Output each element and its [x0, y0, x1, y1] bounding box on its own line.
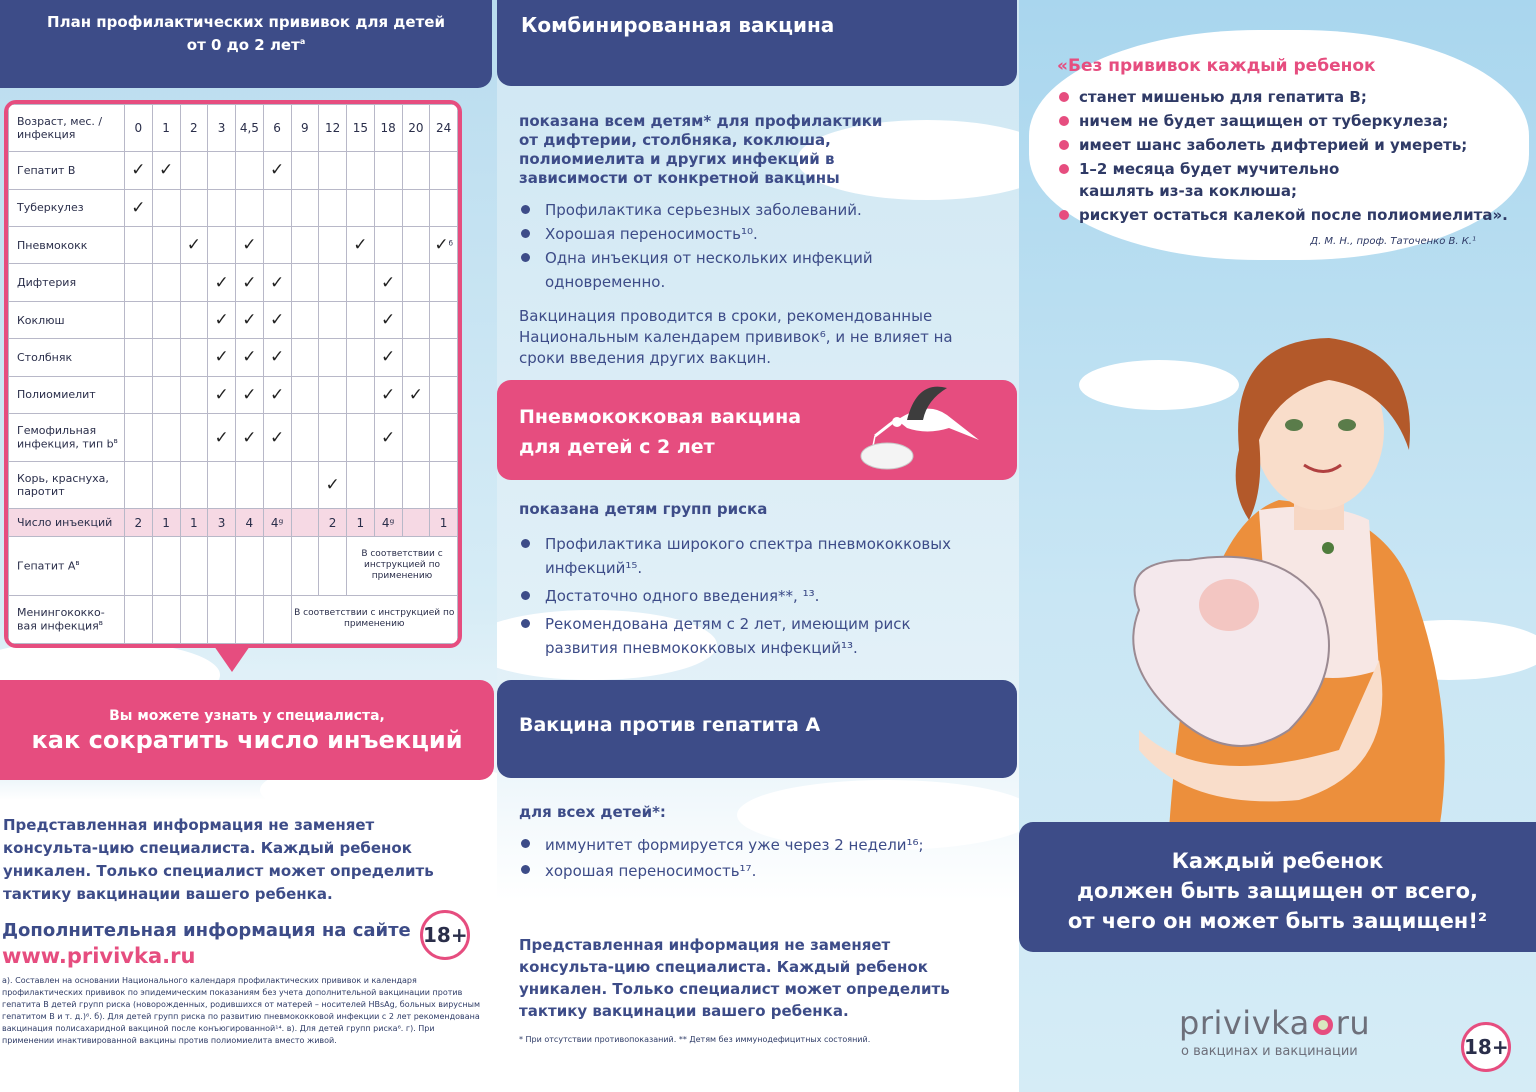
empty-cell — [291, 462, 319, 509]
left-panel — [0, 0, 497, 1092]
count-cell: 4ᵍ — [374, 509, 402, 537]
check-icon: ✓ — [263, 376, 291, 413]
check-icon: ✓ — [236, 376, 264, 413]
age-badge-right: 18+ — [1461, 1022, 1511, 1072]
empty-cell — [180, 414, 208, 462]
check-icon: ✓ — [236, 301, 264, 338]
check-icon: ✓ — [125, 152, 153, 189]
check-icon: ✓ — [347, 226, 375, 263]
empty-cell — [125, 462, 153, 509]
quote-item: ничем не будет защищен от туберкулеза; — [1059, 110, 1509, 132]
empty-cell — [319, 376, 347, 413]
age-header: 2 — [180, 105, 208, 152]
table-row — [9, 189, 458, 226]
logo-left: privivka — [1179, 1004, 1310, 1042]
empty-cell — [430, 189, 458, 226]
logo-ring-icon — [1313, 1015, 1333, 1035]
table-row — [9, 376, 458, 413]
hepa-row-note: В соответствии с инструкцией по применению — [347, 537, 458, 596]
hepa-header — [497, 680, 1017, 778]
age-badge-left: 18+ — [420, 910, 470, 960]
promo-big: как сократить число инъекций — [31, 726, 463, 754]
count-label: Число инъекций — [9, 509, 125, 537]
empty-cell — [291, 301, 319, 338]
table-row — [9, 152, 458, 189]
empty-cell — [236, 189, 264, 226]
empty-cell — [291, 226, 319, 263]
quote-list — [1059, 86, 1509, 226]
mening-row — [9, 595, 458, 643]
empty-cell — [319, 537, 347, 596]
check-icon: ✓$^б$ — [430, 226, 458, 263]
privivka-logo — [1179, 1004, 1370, 1042]
empty-cell — [430, 376, 458, 413]
empty-cell — [374, 189, 402, 226]
empty-cell — [125, 414, 153, 462]
empty-cell — [208, 595, 236, 643]
empty-cell — [402, 301, 430, 338]
check-icon: ✓ — [236, 264, 264, 301]
count-cell: 4ᵍ — [263, 509, 291, 537]
combo-title: Комбинированная вакцина — [521, 13, 835, 37]
empty-cell — [236, 595, 264, 643]
schedule-title-line2: от 0 до 2 лет — [186, 36, 300, 54]
empty-cell — [430, 264, 458, 301]
hepa-bullet: иммунитет формируется уже через 2 недели¹⁶; — [519, 832, 959, 858]
empty-cell — [152, 189, 180, 226]
quote-title: «Без прививок каждый ребенок — [1057, 56, 1376, 76]
count-cell: 2 — [319, 509, 347, 537]
age-header: 20 — [402, 105, 430, 152]
quote-item: 1–2 месяца будет мучительно кашлять из-за коклюша; — [1059, 158, 1419, 202]
check-icon: ✓ — [208, 376, 236, 413]
empty-cell — [347, 462, 375, 509]
hepa-row — [9, 537, 458, 596]
empty-cell — [347, 414, 375, 462]
empty-cell — [208, 152, 236, 189]
empty-cell — [430, 152, 458, 189]
schedule-title-sup: а — [299, 37, 306, 46]
empty-cell — [180, 264, 208, 301]
empty-cell — [374, 226, 402, 263]
count-cell — [291, 509, 319, 537]
empty-cell — [402, 462, 430, 509]
empty-cell — [291, 376, 319, 413]
empty-cell — [236, 537, 264, 596]
combo-note: Вакцинация проводится в сроки, рекомендованные Национальным календарем прививок⁶, и не влияет на сроки введения других вакцин. — [519, 307, 953, 367]
slogan-line2: должен быть защищен от всего, — [1077, 879, 1478, 903]
empty-cell — [152, 339, 180, 376]
age-header: 15 — [347, 105, 375, 152]
combo-lead: показана всем детям* для профилактики от дифтерии, столбняка, коклюша, полиомиелита и других инфекций в зависимости от конкретной вакцины — [519, 112, 883, 187]
hepa-title: Вакцина против гепатита А — [519, 714, 821, 736]
count-cell: 1 — [152, 509, 180, 537]
empty-cell — [263, 226, 291, 263]
empty-cell — [125, 264, 153, 301]
empty-cell — [402, 152, 430, 189]
empty-cell — [347, 301, 375, 338]
empty-cell — [180, 339, 208, 376]
count-cell: 4 — [236, 509, 264, 537]
infection-label: Дифтерия — [9, 264, 125, 301]
left-disclaimer: Представленная информация не заменяет консульта-цию специалиста. Каждый ребенок уникален. Только специалист может определить тактику вакцинации вашего ребенка. — [3, 816, 434, 903]
empty-cell — [319, 152, 347, 189]
check-icon: ✓ — [125, 189, 153, 226]
empty-cell — [374, 462, 402, 509]
combo-bullet: Одна инъекция от нескольких инфекций одновременно. — [519, 246, 899, 294]
check-icon: ✓ — [236, 339, 264, 376]
table-row — [9, 339, 458, 376]
empty-cell — [152, 537, 180, 596]
empty-cell — [402, 189, 430, 226]
age-header: 24 — [430, 105, 458, 152]
schedule-header — [0, 0, 492, 88]
table-arrow — [214, 646, 250, 672]
empty-cell — [319, 189, 347, 226]
empty-cell — [152, 376, 180, 413]
empty-cell — [125, 376, 153, 413]
age-header: 1 — [152, 105, 180, 152]
empty-cell — [402, 414, 430, 462]
check-icon: ✓ — [402, 376, 430, 413]
empty-cell — [347, 189, 375, 226]
age-header: 6 — [263, 105, 291, 152]
promo-banner — [0, 680, 494, 780]
empty-cell — [208, 537, 236, 596]
empty-cell — [402, 264, 430, 301]
check-icon: ✓ — [208, 414, 236, 462]
empty-cell — [347, 376, 375, 413]
quote-item: станет мишенью для гепатита В; — [1059, 86, 1509, 108]
empty-cell — [319, 264, 347, 301]
infection-label: Корь, краснуха, паротит — [9, 462, 125, 509]
hepa-lead: для всех детей*: — [519, 803, 666, 821]
infection-label: Гепатит В — [9, 152, 125, 189]
table-row — [9, 226, 458, 263]
check-icon: ✓ — [374, 414, 402, 462]
pneumo-bullets — [519, 532, 959, 660]
count-cell — [402, 509, 430, 537]
empty-cell — [180, 301, 208, 338]
age-header: 9 — [291, 105, 319, 152]
check-icon: ✓ — [208, 339, 236, 376]
pneumo-bullet: Профилактика широкого спектра пневмококковых инфекций¹⁵. — [519, 532, 959, 580]
infection-label: Полиомиелит — [9, 376, 125, 413]
count-cell: 1 — [180, 509, 208, 537]
pneumo-bullet: Рекомендована детям с 2 лет, имеющим риск развития пневмококковых инфекций¹³. — [519, 612, 959, 660]
empty-cell — [291, 414, 319, 462]
empty-cell — [208, 462, 236, 509]
quote-item: рискует остаться калекой после полиомиелита». — [1059, 204, 1509, 226]
infection-label: Коклюш — [9, 301, 125, 338]
empty-cell — [319, 301, 347, 338]
infection-label: Пневмококк — [9, 226, 125, 263]
empty-cell — [347, 152, 375, 189]
check-icon: ✓ — [374, 376, 402, 413]
empty-cell — [319, 414, 347, 462]
quote-item: имеет шанс заболеть дифтерией и умереть; — [1059, 134, 1509, 156]
combo-bullets — [519, 198, 899, 294]
combo-bullet: Хорошая переносимость¹⁰. — [519, 222, 899, 246]
age-header: 4,5 — [236, 105, 264, 152]
empty-cell — [430, 339, 458, 376]
count-cell: 1 — [347, 509, 375, 537]
middle-panel — [497, 0, 1019, 1092]
pneumo-header — [497, 380, 1017, 480]
empty-cell — [180, 462, 208, 509]
mening-row-label: Менингококко- вая инфекция$^в$ — [9, 595, 125, 643]
right-panel — [1019, 0, 1536, 1092]
count-cell: 3 — [208, 509, 236, 537]
mening-row-note: В соответствии с инструкцией по применению — [291, 595, 458, 643]
hepa-bullets — [519, 832, 959, 884]
empty-cell — [402, 339, 430, 376]
check-icon: ✓ — [236, 414, 264, 462]
more-info-label: Дополнительная информация на сайте — [2, 920, 411, 941]
empty-cell — [125, 226, 153, 263]
empty-cell — [430, 414, 458, 462]
combo-header — [497, 0, 1017, 86]
empty-cell — [180, 152, 208, 189]
empty-cell — [319, 339, 347, 376]
check-icon: ✓ — [180, 226, 208, 263]
table-row — [9, 414, 458, 462]
empty-cell — [263, 595, 291, 643]
promo-small: Вы можете узнать у специалиста, — [109, 708, 385, 724]
count-cell: 2 — [125, 509, 153, 537]
empty-cell — [152, 414, 180, 462]
slogan-line3: от чего он может быть защищен!² — [1067, 909, 1488, 933]
site-link[interactable]: www.privivka.ru — [2, 944, 196, 968]
empty-cell — [291, 339, 319, 376]
middle-footnote: * При отсутствии противопоказаний. ** Детям без иммунодефицитных состояний. — [519, 1035, 871, 1044]
empty-cell — [152, 462, 180, 509]
check-icon: ✓ — [263, 264, 291, 301]
infection-label: Гемофильная инфекция, тип $b^в$ — [9, 414, 125, 462]
pneumo-lead: показана детям групп риска — [519, 500, 768, 518]
empty-cell — [125, 537, 153, 596]
pneumo-title-line1: Пневмококковая вакцина — [519, 406, 802, 428]
check-icon: ✓ — [263, 414, 291, 462]
empty-cell — [180, 376, 208, 413]
age-header: 18 — [374, 105, 402, 152]
slogan-banner — [1019, 822, 1536, 952]
logo-right: ru — [1335, 1004, 1371, 1042]
table-row — [9, 264, 458, 301]
table-row — [9, 301, 458, 338]
empty-cell — [125, 301, 153, 338]
check-icon: ✓ — [319, 462, 347, 509]
check-icon: ✓ — [374, 339, 402, 376]
schedule-title-line1: План профилактических прививок для детей — [47, 13, 445, 31]
empty-cell — [180, 595, 208, 643]
table-corner: Возраст, мес. / инфекция — [9, 105, 125, 152]
empty-cell — [291, 264, 319, 301]
count-row — [9, 509, 458, 537]
table-header-row — [9, 105, 458, 152]
check-icon: ✓ — [208, 264, 236, 301]
empty-cell — [208, 226, 236, 263]
empty-cell — [208, 189, 236, 226]
hepa-row-label: Гепатит $А^в$ — [9, 537, 125, 596]
table-row — [9, 462, 458, 509]
empty-cell — [125, 595, 153, 643]
check-icon: ✓ — [208, 301, 236, 338]
empty-cell — [236, 462, 264, 509]
empty-cell — [319, 226, 347, 263]
pneumo-title-line2: для детей с 2 лет — [519, 436, 715, 458]
vaccination-schedule-table — [4, 100, 462, 648]
empty-cell — [263, 189, 291, 226]
check-icon: ✓ — [374, 301, 402, 338]
empty-cell — [263, 537, 291, 596]
empty-cell — [430, 301, 458, 338]
infection-label: Туберкулез — [9, 189, 125, 226]
empty-cell — [291, 537, 319, 596]
empty-cell — [180, 189, 208, 226]
empty-cell — [152, 226, 180, 263]
empty-cell — [347, 339, 375, 376]
quote-author: Д. М. Н., проф. Таточенко В. К.¹ — [1310, 236, 1476, 247]
empty-cell — [180, 537, 208, 596]
age-header: 12 — [319, 105, 347, 152]
logo-tagline: о вакцинах и вакцинации — [1181, 1044, 1358, 1059]
empty-cell — [291, 152, 319, 189]
left-footnotes: а). Составлен на основании Национального календаря профилактических прививок и календаря профилактических прививок по эпидемическим показаниям без учета дополнительной вакцинации против гепатита В детей групп риска (новорожденных, родившихся от матерей – носителей HBsAg, больных вирусным гепатитом В и т. д.)⁶. б). Для детей групп риска по развитию пневмококковой инфекции с 2 лет рекомендована вакцинация полисахаридной вакциной после конъюгированной¹⁴. в). Для детей групп риска⁶. г). При применении инактивированной вакцины против полиомиелита вместо живой. — [2, 976, 480, 1045]
hepa-bullet: хорошая переносимость¹⁷. — [519, 858, 959, 884]
check-icon: ✓ — [374, 264, 402, 301]
empty-cell — [430, 462, 458, 509]
combo-bullet: Профилактика серьезных заболеваний. — [519, 198, 899, 222]
check-icon: ✓ — [263, 301, 291, 338]
check-icon: ✓ — [263, 339, 291, 376]
empty-cell — [374, 152, 402, 189]
pneumo-bullet: Достаточно одного введения**, ¹³. — [519, 584, 959, 608]
infection-label: Столбняк — [9, 339, 125, 376]
empty-cell — [152, 264, 180, 301]
age-header: 3 — [208, 105, 236, 152]
empty-cell — [152, 301, 180, 338]
empty-cell — [236, 152, 264, 189]
count-cell: 1 — [430, 509, 458, 537]
middle-disclaimer: Представленная информация не заменяет консульта-цию специалиста. Каждый ребенок уникален. Только специалист может определить тактику вакцинации вашего ребенка. — [519, 936, 950, 1020]
check-icon: ✓ — [263, 152, 291, 189]
stork-icon — [857, 380, 987, 476]
check-icon: ✓ — [236, 226, 264, 263]
empty-cell — [291, 189, 319, 226]
check-icon: ✓ — [152, 152, 180, 189]
empty-cell — [125, 339, 153, 376]
age-header: 0 — [125, 105, 153, 152]
empty-cell — [152, 595, 180, 643]
slogan-line1: Каждый ребенок — [1171, 849, 1384, 873]
empty-cell — [347, 264, 375, 301]
empty-cell — [402, 226, 430, 263]
mother-baby-illustration — [1079, 330, 1499, 830]
empty-cell — [263, 462, 291, 509]
